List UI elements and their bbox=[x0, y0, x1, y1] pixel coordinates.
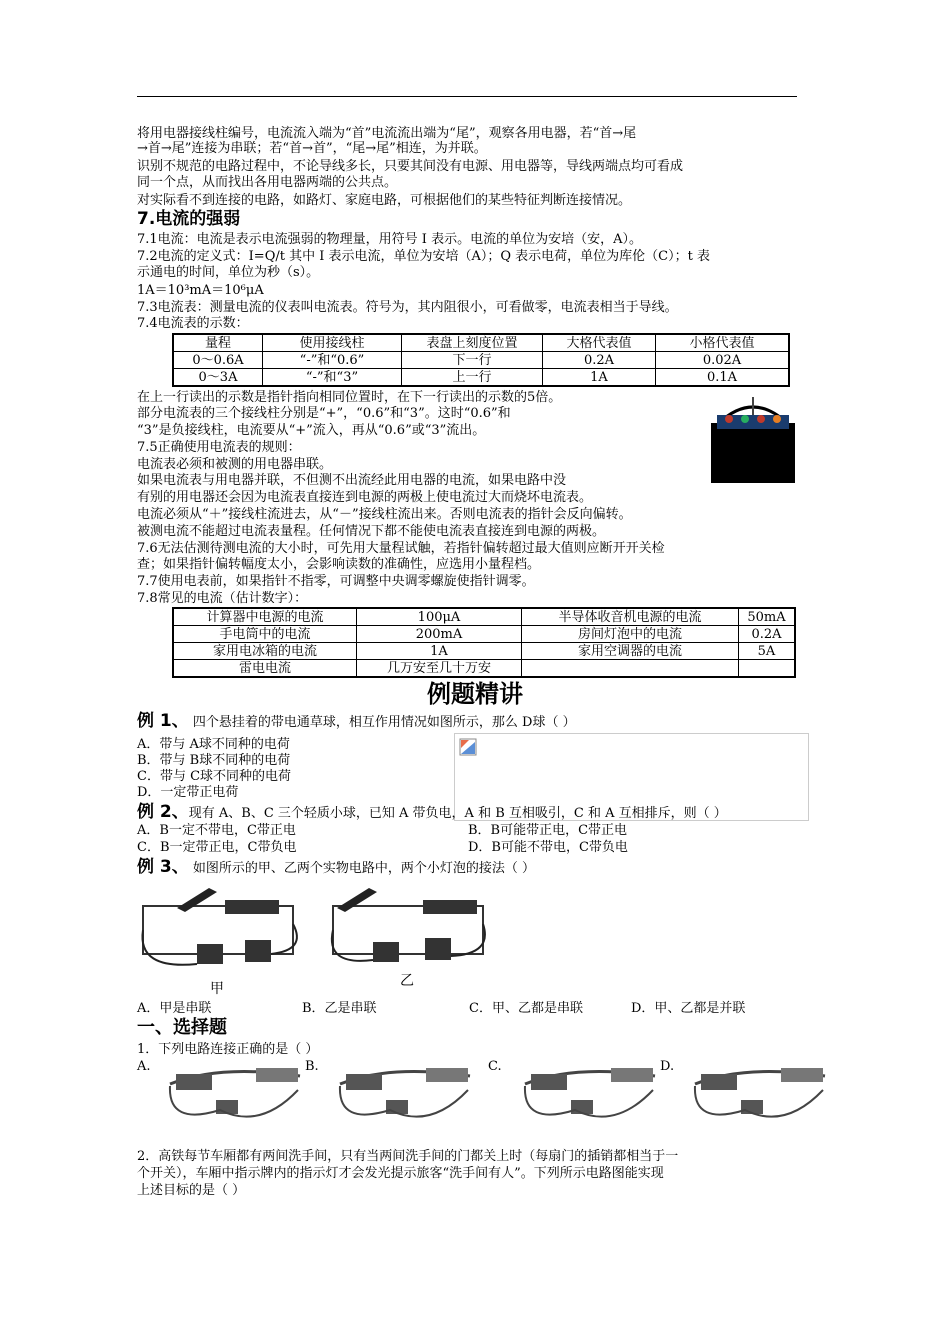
circuit-photos bbox=[137, 880, 487, 998]
circuit-photo-yi bbox=[332, 888, 485, 962]
option: A．B一定不带电，C带正电 bbox=[137, 823, 296, 838]
table-cell: 雷电电流 bbox=[173, 660, 357, 678]
option: D．甲、乙都是并联 bbox=[631, 1001, 746, 1016]
example-label: 例 3、 bbox=[137, 857, 189, 877]
text-line: 7.7使用电表前，如果指针不指零，可调整中央调零螺旋使指针调零。 bbox=[137, 574, 535, 589]
figure-label-yi: 乙 bbox=[400, 973, 414, 989]
text-line: 7.8常见的电流（估计数字）： bbox=[137, 591, 308, 606]
circuit-option-d bbox=[695, 1068, 825, 1117]
example-3-stem bbox=[137, 859, 535, 877]
table-header-row bbox=[173, 334, 789, 352]
text-line: 查；如果指针偏转幅度太小，会影响读数的准确性，应选用小量程档。 bbox=[137, 557, 541, 572]
option-label: B. bbox=[305, 1059, 319, 1074]
text-line: 7.5正确使用电流表的规则： bbox=[137, 440, 301, 455]
table-cell: 0.1A bbox=[656, 369, 790, 387]
table-cell: 计算器中电源的电流 bbox=[173, 608, 357, 626]
text-line: 电流必须从“＋”接线柱流进去，从“－”接线柱流出来。否则电流表的指针会反向偏转。 bbox=[137, 507, 632, 522]
question-1-stem: 1．下列电路连接正确的是（ ） bbox=[137, 1042, 319, 1057]
table-cell: 1A bbox=[357, 643, 522, 660]
example-1-stem bbox=[137, 713, 576, 731]
option: C．甲、乙都是串联 bbox=[469, 1001, 583, 1016]
table-cell: 50mA bbox=[739, 608, 796, 626]
table-header: 量程 bbox=[173, 334, 263, 352]
text-line: 部分电流表的三个接线柱分别是“+”，“0.6”和“3”。这时“0.6”和 bbox=[137, 406, 511, 421]
text-line: 2．高铁每节车厢都有两间洗手间，只有当两间洗手间的门都关上时（每扇门的插销都相当于一 bbox=[137, 1149, 679, 1164]
option: D．一定带正电荷 bbox=[137, 785, 239, 800]
table-cell bbox=[522, 660, 739, 678]
text-line: 7.3电流表：测量电流的仪表叫电流表。符号为，其内阻很小，可看做零，电流表相当于导线。 bbox=[137, 300, 678, 315]
text-line: 在上一行读出的示数是指针指向相同位置时，在下一行读出的示数的5倍。 bbox=[137, 390, 562, 405]
examples-title: 例题精讲 bbox=[427, 680, 523, 708]
circuit-option-b bbox=[340, 1068, 470, 1117]
text-line: 电流表必须和被测的用电器串联。 bbox=[137, 457, 333, 472]
table-cell: 下一行 bbox=[402, 352, 543, 369]
text-line: 如果电流表与用电器并联，不但测不出流经此用电器的电流，如果电路中没 bbox=[137, 473, 567, 488]
text-line: →首→尾”连接为串联；若“首→首”，“尾→尾”相连，为并联。 bbox=[137, 141, 487, 156]
broken-image-icon bbox=[459, 738, 477, 756]
table-cell: 0～0.6A bbox=[173, 352, 263, 369]
example-text: 四个悬挂着的带电通草球，相互作用情况如图所示，那么 D球（ ） bbox=[188, 715, 576, 730]
table-row bbox=[173, 608, 795, 626]
table-cell: 1A bbox=[543, 369, 656, 387]
option: B．乙是串联 bbox=[302, 1001, 377, 1016]
text-line: 个开关），车厢中指示牌内的指示灯才会发光提示旅客“洗手间有人”。下列所示电路图能实现 bbox=[137, 1166, 664, 1181]
table-cell: 0.2A bbox=[543, 352, 656, 369]
table-cell: “-”和“0.6” bbox=[263, 352, 402, 369]
text-line: 对实际看不到连接的电路，如路灯、家庭电路，可根据他们的某些特征判断连接情况。 bbox=[137, 193, 632, 208]
table-cell: 半导体收音机电源的电流 bbox=[522, 608, 739, 626]
table-header: 大格代表值 bbox=[543, 334, 656, 352]
text-line: 7.6无法估测待测电流的大小时，可先用大量程试触，若指针偏转超过最大值则应断开开关检 bbox=[137, 541, 665, 556]
circuit-option-a bbox=[170, 1068, 300, 1117]
ammeter-reading-table bbox=[172, 333, 790, 387]
table-cell: 100μA bbox=[357, 608, 522, 626]
table-cell: 200mA bbox=[357, 626, 522, 643]
example-text: 如图所示的甲、乙两个实物电路中，两个小灯泡的接法（ ） bbox=[188, 861, 536, 876]
text-line: 识别不规范的电路过程中，不论导线多长，只要其间没有电源、用电器等，导线两端点均可看成 bbox=[137, 159, 684, 174]
table-cell: 几万安至几十万安 bbox=[357, 660, 522, 678]
header-rule bbox=[137, 96, 797, 97]
circuit-option-c bbox=[525, 1068, 655, 1117]
q1-circuit-options bbox=[160, 1060, 840, 1132]
option: B．B可能带正电，C带正电 bbox=[468, 823, 628, 838]
option: C．B一定带正电，C带负电 bbox=[137, 840, 297, 855]
table-row bbox=[173, 626, 795, 643]
option: C．带与 C球不同种的电荷 bbox=[137, 769, 292, 784]
text-line: 7.4电流表的示数： bbox=[137, 316, 249, 331]
table-cell bbox=[739, 660, 796, 678]
section-7-title: 7.电流的强弱 bbox=[137, 209, 241, 229]
table-row bbox=[173, 369, 789, 387]
option-label: A. bbox=[137, 1059, 151, 1074]
table-row bbox=[173, 660, 795, 678]
option: A．甲是串联 bbox=[137, 1001, 212, 1016]
text-line: 示通电的时间，单位为秒（s）。 bbox=[137, 265, 320, 280]
text-line: 将用电器接线柱编号，电流流入端为“首”电流流出端为“尾”，观察各用电器，若“首→尾 bbox=[137, 126, 637, 141]
example-label: 例 2、 bbox=[137, 802, 189, 822]
table-row bbox=[173, 643, 795, 660]
table-header: 表盘上刻度位置 bbox=[402, 334, 543, 352]
text-line: 被测电流不能超过电流表量程。任何情况下都不能使电流表直接连到电源的两极。 bbox=[137, 524, 606, 539]
table-cell: 家用电冰箱的电流 bbox=[173, 643, 357, 660]
table-cell: “-”和“3” bbox=[263, 369, 402, 387]
option-label: C. bbox=[488, 1059, 502, 1074]
text-line: “3”是负接线柱，电流要从“+”流入，再从“0.6”或“3”流出。 bbox=[137, 423, 486, 438]
table-cell: 5A bbox=[739, 643, 796, 660]
table-cell: 上一行 bbox=[402, 369, 543, 387]
text-line: 同一个点，从而找出各用电器两端的公共点。 bbox=[137, 175, 398, 190]
text-line: 1A＝10³mA＝10⁶μA bbox=[137, 283, 264, 298]
example-text: 现有 A、B、C 三个轻质小球，已知 A 带负电，A 和 B 互相吸引，C 和 A 互相排斥，则（ ） bbox=[188, 806, 727, 821]
ammeter-photo bbox=[711, 393, 795, 483]
text-line: 7.2电流的定义式：I=Q/t 其中 I 表示电流，单位为安培（A）；Q 表示电荷，单位为库伦（C）；t 表 bbox=[137, 249, 710, 264]
table-cell: 手电筒中的电流 bbox=[173, 626, 357, 643]
table-cell: 0.02A bbox=[656, 352, 790, 369]
example-label: 例 1、 bbox=[137, 711, 189, 731]
table-header: 使用接线柱 bbox=[263, 334, 402, 352]
table-cell: 0.2A bbox=[739, 626, 796, 643]
text-line: 7.1电流：电流是表示电流强弱的物理量，用符号 I 表示。电流的单位为安培（安，A）。 bbox=[137, 232, 642, 247]
text-line: 有别的用电器还会因为电流表直接连到电源的两极上使电流过大而烧坏电流表。 bbox=[137, 490, 593, 505]
table-row bbox=[173, 352, 789, 369]
section-1-title: 一、选择题 bbox=[137, 1017, 227, 1038]
table-cell: 0～3A bbox=[173, 369, 263, 387]
table-header: 小格代表值 bbox=[656, 334, 790, 352]
table-cell: 家用空调器的电流 bbox=[522, 643, 739, 660]
circuit-photo-jia bbox=[142, 888, 296, 965]
example-2-stem bbox=[137, 804, 727, 822]
option-label: D. bbox=[660, 1059, 675, 1074]
option: A．带与 A球不同种的电荷 bbox=[137, 737, 290, 752]
common-current-table bbox=[172, 607, 796, 678]
table-cell: 房间灯泡中的电流 bbox=[522, 626, 739, 643]
option: B．带与 B球不同种的电荷 bbox=[137, 753, 291, 768]
text-line: 上述目标的是（ ） bbox=[137, 1183, 246, 1198]
option: D．B可能不带电，C带负电 bbox=[468, 840, 628, 855]
figure-label-jia: 甲 bbox=[210, 981, 224, 997]
